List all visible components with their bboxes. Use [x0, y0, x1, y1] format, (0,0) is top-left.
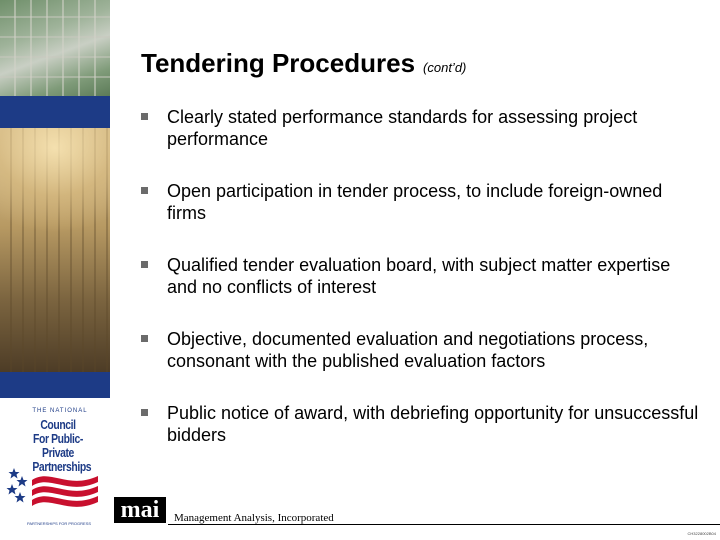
list-item	[141, 180, 701, 224]
station-interior-photo	[0, 128, 110, 372]
list-item	[141, 328, 701, 372]
flag-icon	[6, 462, 102, 514]
list-item	[141, 402, 701, 446]
square-bullet-icon	[141, 113, 148, 120]
list-item-text: Public notice of award, with debriefing opportunity for unsuccessful bidders	[167, 403, 699, 445]
square-bullet-icon	[141, 187, 148, 194]
slide-title-sub: (cont’d)	[423, 60, 467, 75]
council-logo-tagline: PARTNERSHIPS FOR PROGRESS	[26, 521, 92, 526]
slide-title	[141, 48, 466, 79]
square-bullet-icon	[141, 409, 148, 416]
list-item-text: Open participation in tender process, to include foreign-owned firms	[167, 181, 663, 223]
list-item-text: Clearly stated performance standards for assessing project performance	[167, 107, 638, 149]
list-item-text: Qualified tender evaluation board, with subject matter expertise and no conflicts of interest	[167, 255, 671, 297]
mai-logo: mai	[114, 497, 166, 523]
water-treatment-photo	[0, 0, 110, 96]
council-logo-the: THE NATIONAL	[32, 408, 88, 414]
company-name: Management Analysis, Incorporated	[174, 512, 334, 524]
square-bullet-icon	[141, 335, 148, 342]
bullet-list	[141, 106, 701, 446]
council-logo-name: Council For Public-Private Partnerships	[32, 417, 92, 474]
list-item	[141, 106, 701, 150]
square-bullet-icon	[141, 261, 148, 268]
list-item-text: Objective, documented evaluation and negotiations process, consonant with the published evaluation factors	[167, 329, 649, 371]
footer-divider	[168, 524, 720, 525]
slide-title-main: Tendering Procedures	[141, 48, 416, 78]
slide-code: CH3228002B04	[687, 531, 716, 536]
list-item	[141, 254, 701, 298]
